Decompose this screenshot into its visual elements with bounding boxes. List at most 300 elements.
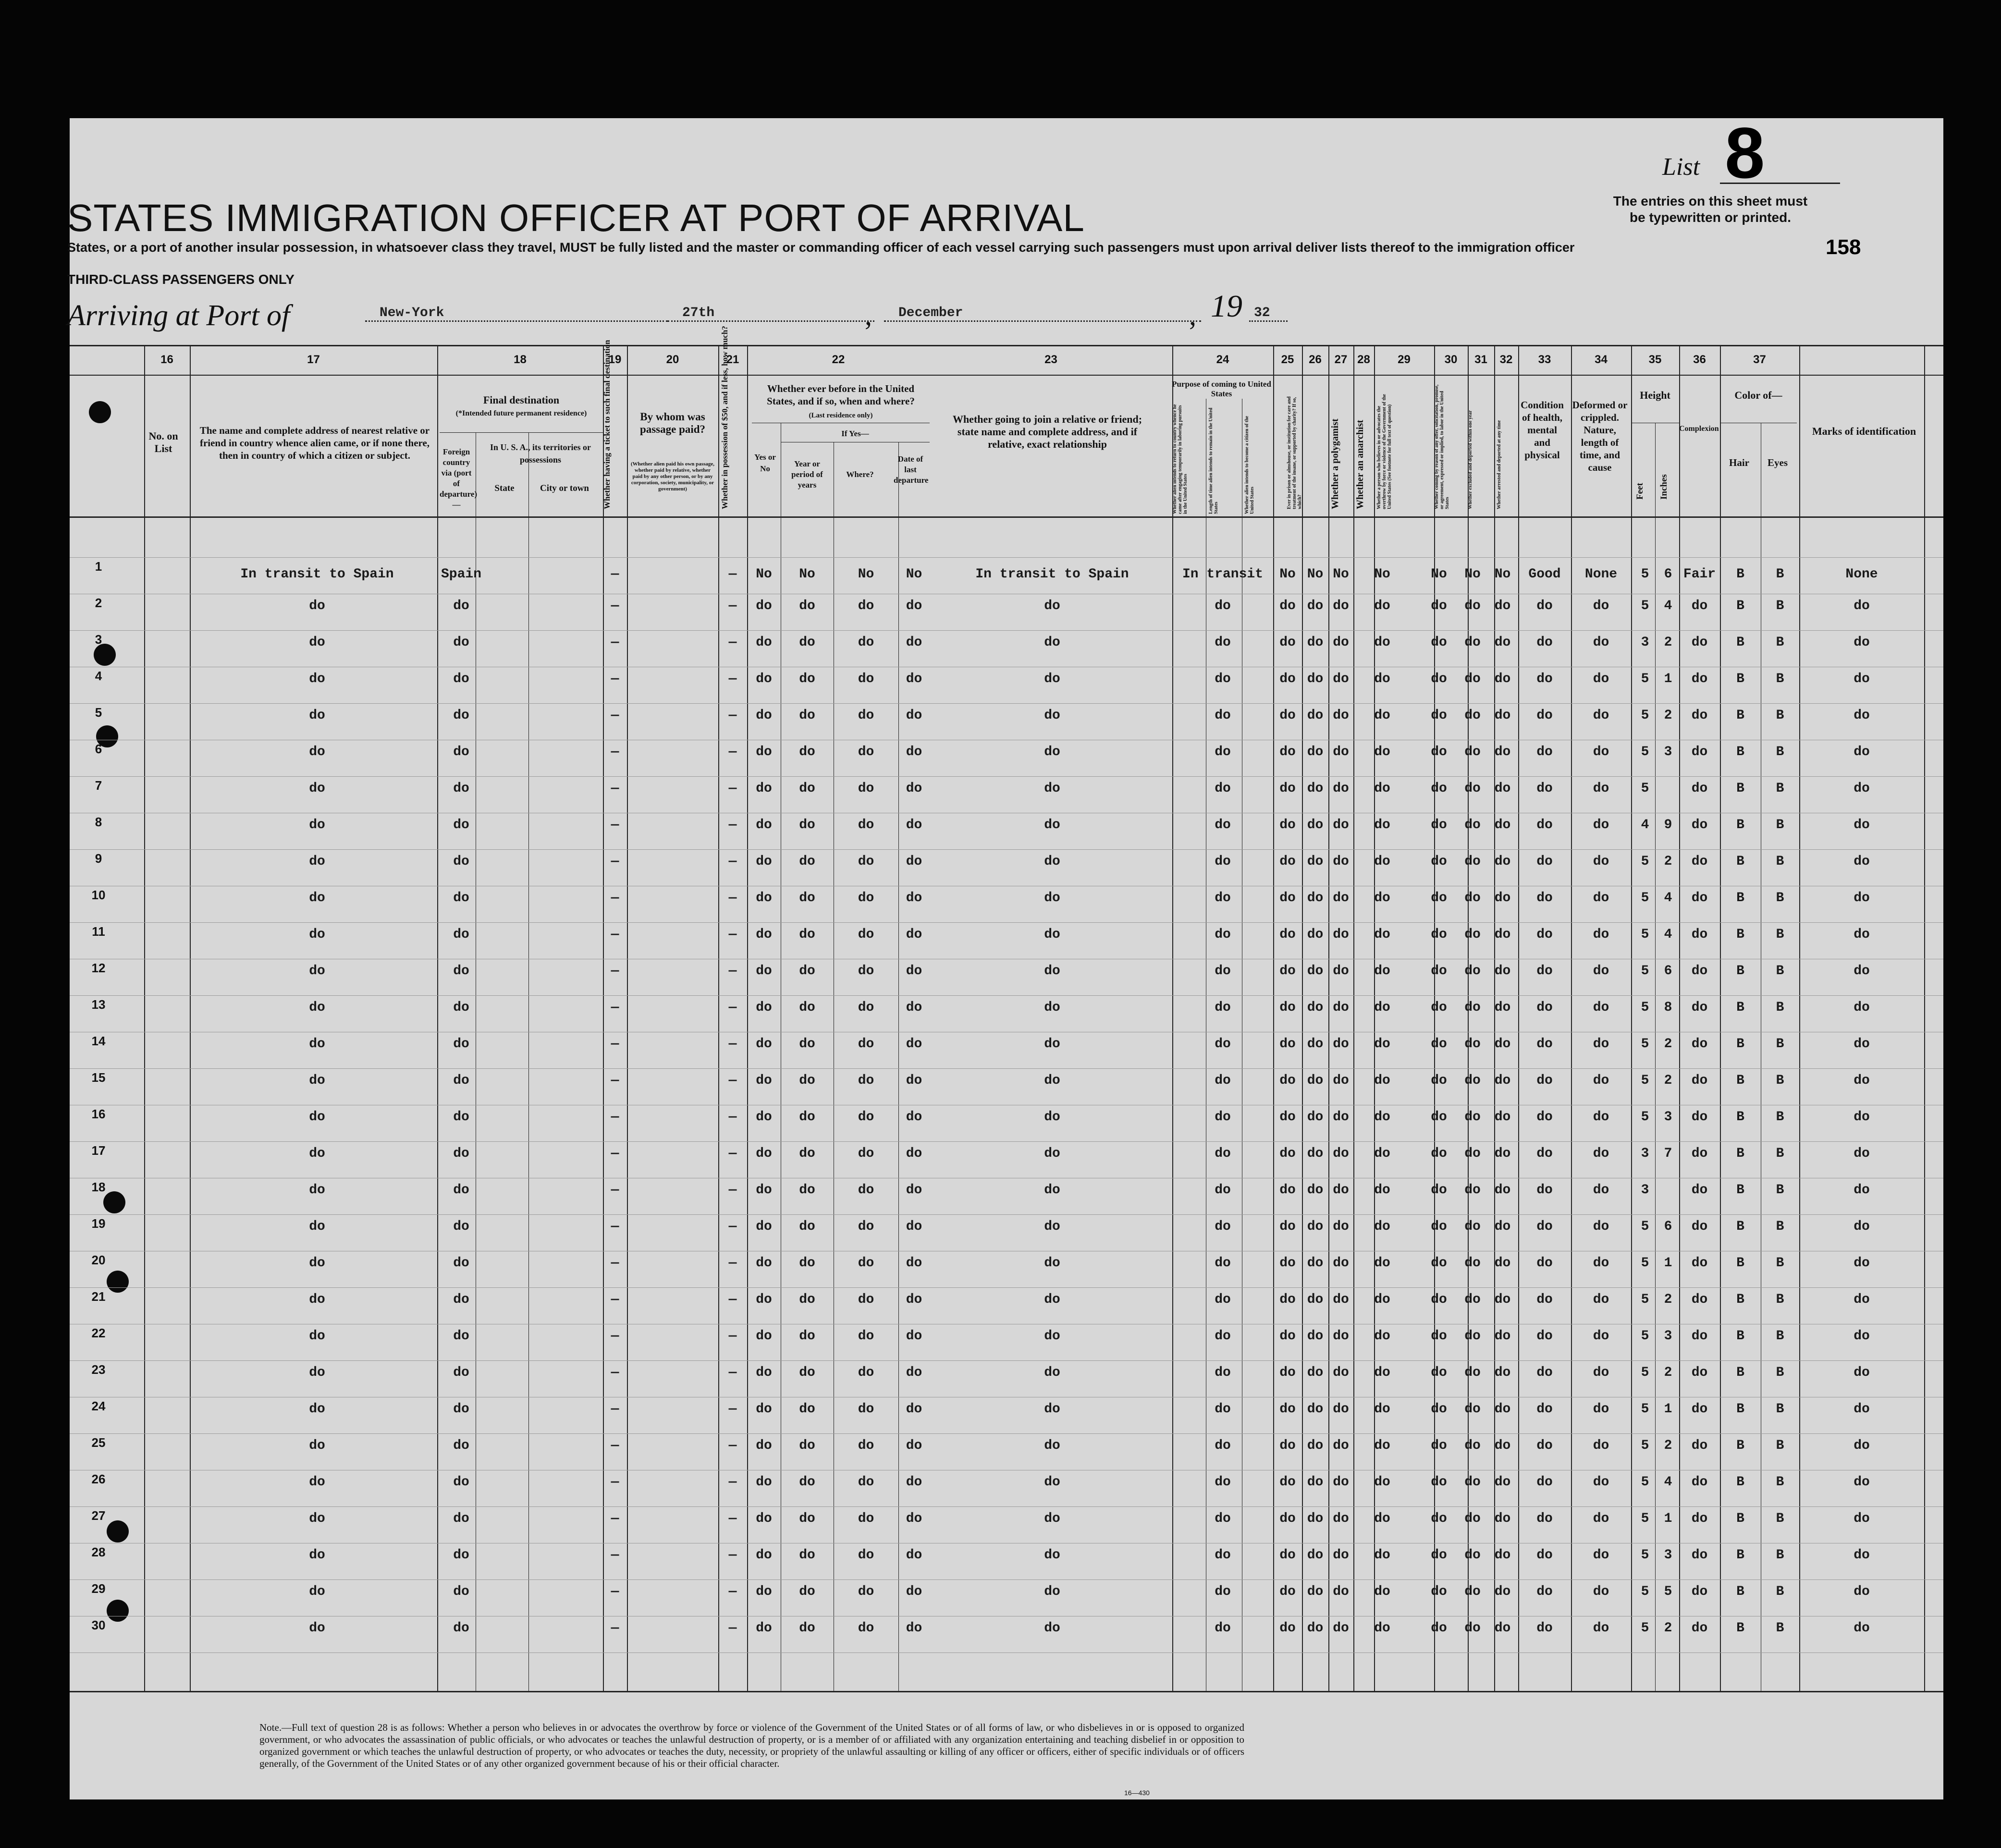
month-field <box>884 306 1201 322</box>
cell-foreign: do <box>453 1438 469 1453</box>
cell-date: do <box>906 927 922 942</box>
cell-deformed: do <box>1593 1438 1609 1453</box>
ruled-line <box>70 1433 1943 1434</box>
cell-yn: do <box>756 1073 772 1088</box>
year-field <box>1249 306 1288 322</box>
punch-hole-icon <box>89 401 111 423</box>
cell-q28: do <box>1374 1256 1390 1271</box>
header-inches: Inches <box>1659 474 1669 500</box>
column-number: 36 <box>1693 353 1706 366</box>
cell-hair: B <box>1736 1438 1744 1453</box>
cell-purpose: do <box>1215 891 1231 906</box>
cell-foreign: do <box>453 1329 469 1344</box>
cell-q27: do <box>1333 1183 1349 1198</box>
cell-ticket: — <box>611 1037 619 1052</box>
row-number: 10 <box>91 888 106 902</box>
cell-q26: do <box>1307 964 1324 979</box>
cell-foreign: do <box>453 1219 469 1234</box>
cell-q31: do <box>1494 745 1511 759</box>
ruled-line <box>70 1287 1943 1288</box>
cell-date: do <box>906 1511 922 1526</box>
cell-q27: do <box>1333 781 1349 796</box>
cell-q31: do <box>1494 1329 1511 1344</box>
cell-q25: do <box>1279 1219 1296 1234</box>
cell-q29: do <box>1431 599 1447 613</box>
port-value: New-York <box>380 306 444 320</box>
cell-marks: do <box>1854 599 1870 613</box>
cell-marks: do <box>1854 1000 1870 1015</box>
cell-join: do <box>1044 1256 1060 1271</box>
cell-inches: 3 <box>1664 1548 1672 1563</box>
cell-cash: — <box>728 1110 737 1125</box>
cell-q29: do <box>1431 1219 1447 1234</box>
row-number: 29 <box>91 1581 106 1596</box>
cell-purpose: do <box>1215 1219 1231 1234</box>
cell-q28: do <box>1374 927 1390 942</box>
cell-where: do <box>858 745 874 759</box>
column-number: 22 <box>832 353 845 366</box>
cell-q28: do <box>1374 1548 1390 1563</box>
cell-purpose: do <box>1215 1183 1231 1198</box>
cell-q31: do <box>1494 927 1511 942</box>
cell-purpose: do <box>1215 672 1231 686</box>
cell-health: do <box>1536 1183 1553 1198</box>
cell-health: do <box>1536 891 1553 906</box>
cell-relative: do <box>309 1073 325 1088</box>
cell-marks: do <box>1854 745 1870 759</box>
cell-foreign: do <box>453 599 469 613</box>
cell-q31: do <box>1494 1183 1511 1198</box>
cell-inches: 1 <box>1664 672 1672 686</box>
cell-q31: do <box>1494 708 1511 723</box>
cell-feet: 5 <box>1641 1621 1649 1636</box>
cell-marks: do <box>1854 1438 1870 1453</box>
ruled-line <box>70 1579 1943 1580</box>
cell-foreign: do <box>453 1110 469 1125</box>
cell-q25: do <box>1279 1292 1296 1307</box>
cell-date: do <box>906 1438 922 1453</box>
cell-relative: do <box>309 1584 325 1599</box>
cell-hair: B <box>1736 1511 1744 1526</box>
header-feet: Feet <box>1635 483 1645 500</box>
cell-where: do <box>858 1110 874 1125</box>
cell-yn: do <box>756 1146 772 1161</box>
cell-date: do <box>906 745 922 759</box>
cell-relative: do <box>309 1475 325 1490</box>
cell-q28: do <box>1374 672 1390 686</box>
cell-foreign: do <box>453 1402 469 1417</box>
cell-health: do <box>1536 927 1553 942</box>
cell-purpose: do <box>1215 1365 1231 1380</box>
cell-where: do <box>858 1073 874 1088</box>
ruled-line <box>70 630 1943 631</box>
cell-date: do <box>906 1329 922 1344</box>
cell-hair: B <box>1736 1402 1744 1417</box>
cell-ticket: — <box>611 781 619 796</box>
cell-foreign: do <box>453 854 469 869</box>
cell-eyes: B <box>1776 1511 1784 1526</box>
cell-date: do <box>906 1584 922 1599</box>
cell-year: do <box>799 1365 815 1380</box>
table-bottom-border <box>70 1691 1943 1692</box>
header-passage-paid: By whom was passage paid? <box>639 411 706 435</box>
cell-eyes: B <box>1776 1219 1784 1234</box>
page-title: STATES IMMIGRATION OFFICER AT PORT OF ARRIVAL <box>67 196 1085 239</box>
cell-date: do <box>906 708 922 723</box>
column-number: 35 <box>1648 353 1662 366</box>
cell-relative: do <box>309 927 325 942</box>
cell-q30: do <box>1464 1037 1481 1052</box>
cell-q31: do <box>1494 599 1511 613</box>
cell-eyes: B <box>1776 1365 1784 1380</box>
cell-where: No <box>858 567 874 582</box>
cell-feet: 5 <box>1641 1438 1649 1453</box>
cell-purpose: do <box>1215 1146 1231 1161</box>
cell-deformed: do <box>1593 672 1609 686</box>
cell-foreign: do <box>453 1511 469 1526</box>
cell-q31: do <box>1494 1219 1511 1234</box>
cell-q26: do <box>1307 1438 1324 1453</box>
cell-feet: 5 <box>1641 599 1649 613</box>
cell-q29: do <box>1431 964 1447 979</box>
cell-cash: — <box>728 1438 737 1453</box>
cell-purpose: do <box>1215 635 1231 650</box>
cell-yn: do <box>756 1256 772 1271</box>
cell-feet: 5 <box>1641 1365 1649 1380</box>
cell-foreign: do <box>453 818 469 832</box>
cell-q26: do <box>1307 1621 1324 1636</box>
cell-cash: — <box>728 1511 737 1526</box>
cell-q31: do <box>1494 1110 1511 1125</box>
cell-relative: do <box>309 745 325 759</box>
cell-deformed: do <box>1593 818 1609 832</box>
cell-date: do <box>906 854 922 869</box>
cell-q27: do <box>1333 1402 1349 1417</box>
cell-q29: do <box>1431 1475 1447 1490</box>
cell-feet: 5 <box>1641 854 1649 869</box>
cell-q28: do <box>1374 1584 1390 1599</box>
cell-relative: do <box>309 599 325 613</box>
cell-feet: 5 <box>1641 1000 1649 1015</box>
cell-eyes: B <box>1776 1146 1784 1161</box>
cell-relative: do <box>309 1438 325 1453</box>
colnum-border <box>70 375 1943 376</box>
cell-q30: do <box>1464 1548 1481 1563</box>
cell-cash: — <box>728 1146 737 1161</box>
cell-marks: do <box>1854 964 1870 979</box>
cell-q30: do <box>1464 1475 1481 1490</box>
cell-cash: — <box>728 1621 737 1636</box>
cell-deformed: do <box>1593 1511 1609 1526</box>
cell-ticket: — <box>611 1183 619 1198</box>
cell-date: do <box>906 1621 922 1636</box>
cell-eyes: B <box>1776 672 1784 686</box>
cell-q26: do <box>1307 781 1324 796</box>
cell-hair: B <box>1736 1475 1744 1490</box>
cell-relative: do <box>309 891 325 906</box>
cell-q29: do <box>1431 1548 1447 1563</box>
row-number: 19 <box>91 1216 106 1231</box>
cell-q26: do <box>1307 708 1324 723</box>
cell-purpose: do <box>1215 927 1231 942</box>
cell-yn: do <box>756 1621 772 1636</box>
cell-hair: B <box>1736 1073 1744 1088</box>
cell-inches: 6 <box>1664 567 1672 582</box>
cell-q29: do <box>1431 1438 1447 1453</box>
punch-hole-icon <box>107 1520 129 1542</box>
ruled-line <box>70 776 1943 777</box>
cell-join: do <box>1044 1365 1060 1380</box>
cell-q25: do <box>1279 781 1296 796</box>
cell-q29: do <box>1431 1000 1447 1015</box>
cell-eyes: B <box>1776 1584 1784 1599</box>
cell-feet: 5 <box>1641 708 1649 723</box>
cell-cash: — <box>728 781 737 796</box>
cell-cash: — <box>728 1402 737 1417</box>
cell-inches: 3 <box>1664 1329 1672 1344</box>
cell-date: do <box>906 1183 922 1198</box>
column-number: 37 <box>1753 353 1766 366</box>
cell-eyes: B <box>1776 599 1784 613</box>
cell-marks: do <box>1854 1511 1870 1526</box>
arriving-label: Arriving at Port of <box>67 299 290 332</box>
cell-deformed: do <box>1593 1110 1609 1125</box>
cell-marks: do <box>1854 1584 1870 1599</box>
cell-q29: do <box>1431 927 1447 942</box>
cell-ticket: — <box>611 1110 619 1125</box>
cell-year: do <box>799 1000 815 1015</box>
row-number: 17 <box>91 1143 106 1158</box>
cell-year: do <box>799 1438 815 1453</box>
cell-foreign: do <box>453 1000 469 1015</box>
cell-q30: do <box>1464 1621 1481 1636</box>
cell-yn: do <box>756 1292 772 1307</box>
cell-relative: do <box>309 1183 325 1198</box>
cell-where: do <box>858 1037 874 1052</box>
cell-feet: 5 <box>1641 1037 1649 1052</box>
cell-foreign: do <box>453 927 469 942</box>
cell-q31: do <box>1494 1073 1511 1088</box>
header-purpose-return: Whether alien intends to return to country whence he came after engaging temporarily in laboring pursuits in the United States <box>1172 404 1188 514</box>
cell-foreign: Spain <box>441 567 481 582</box>
cell-hair: B <box>1736 1256 1744 1271</box>
cell-q29: do <box>1431 1621 1447 1636</box>
cell-date: do <box>906 891 922 906</box>
cell-q28: do <box>1374 1146 1390 1161</box>
cell-deformed: do <box>1593 708 1609 723</box>
cell-complexion: do <box>1691 1146 1708 1161</box>
cell-ticket: — <box>611 1365 619 1380</box>
header-purpose-length: Length of time alien intends to remain in the United States <box>1208 407 1219 514</box>
cell-where: do <box>858 1146 874 1161</box>
cell-q31: do <box>1494 891 1511 906</box>
cell-q31: do <box>1494 854 1511 869</box>
cell-foreign: do <box>453 745 469 759</box>
cell-ticket: — <box>611 1292 619 1307</box>
cell-complexion: do <box>1691 854 1708 869</box>
cell-inches: 1 <box>1664 1402 1672 1417</box>
cell-date: do <box>906 1548 922 1563</box>
cell-complexion: do <box>1691 818 1708 832</box>
cell-q27: do <box>1333 891 1349 906</box>
cell-q28: do <box>1374 1511 1390 1526</box>
cell-ticket: — <box>611 1402 619 1417</box>
column-number: 25 <box>1281 353 1294 366</box>
cell-where: do <box>858 964 874 979</box>
cell-yn: do <box>756 927 772 942</box>
cell-marks: do <box>1854 1146 1870 1161</box>
cell-q31: do <box>1494 1621 1511 1636</box>
row-number: 7 <box>95 778 102 793</box>
cell-yn: do <box>756 1219 772 1234</box>
cell-ticket: — <box>611 1146 619 1161</box>
header-ever-before-sub: (Last residence only) <box>809 412 873 419</box>
cell-date: do <box>906 1402 922 1417</box>
header-deformed: Deformed or crippled. Nature, length of time, and cause <box>1572 399 1628 473</box>
cell-hair: B <box>1736 708 1744 723</box>
cell-yn: do <box>756 1110 772 1125</box>
class-line: THIRD-CLASS PASSENGERS ONLY <box>67 272 295 287</box>
row-number: 18 <box>91 1180 106 1194</box>
cell-inches: 6 <box>1664 1219 1672 1234</box>
cell-year: do <box>799 854 815 869</box>
cell-q31: do <box>1494 1548 1511 1563</box>
cell-complexion: do <box>1691 1584 1708 1599</box>
cell-ticket: — <box>611 1256 619 1271</box>
cell-q29: do <box>1431 1292 1447 1307</box>
cell-q26: do <box>1307 1475 1324 1490</box>
column-number: 17 <box>307 353 320 366</box>
cell-q26: do <box>1307 1402 1324 1417</box>
row-number: 30 <box>91 1618 106 1632</box>
header-health: Condition of health, mental and physical <box>1521 399 1564 461</box>
cell-eyes: B <box>1776 1000 1784 1015</box>
cell-yn: do <box>756 1475 772 1490</box>
cell-marks: do <box>1854 1183 1870 1198</box>
cell-complexion: do <box>1691 1402 1708 1417</box>
cell-q25: do <box>1279 1438 1296 1453</box>
cell-year: do <box>799 1511 815 1526</box>
cell-deformed: do <box>1593 927 1609 942</box>
cell-marks: do <box>1854 1110 1870 1125</box>
header-marks: Marks of identification <box>1812 425 1916 437</box>
cell-year: do <box>799 964 815 979</box>
cell-q31: do <box>1494 672 1511 686</box>
cell-ticket: — <box>611 708 619 723</box>
cell-year: do <box>799 1329 815 1344</box>
cell-q25: do <box>1279 1621 1296 1636</box>
column-number: 18 <box>514 353 527 366</box>
cell-q29: do <box>1431 1402 1447 1417</box>
cell-inches: 1 <box>1664 1256 1672 1271</box>
cell-hair: B <box>1736 567 1744 582</box>
cell-feet: 5 <box>1641 1548 1649 1563</box>
cell-relative: do <box>309 1219 325 1234</box>
column-number: 19 <box>608 353 622 366</box>
cell-purpose: do <box>1215 1000 1231 1015</box>
cell-inches: 2 <box>1664 1365 1672 1380</box>
cell-inches: 2 <box>1664 1621 1672 1636</box>
cell-inches: 4 <box>1664 599 1672 613</box>
cell-hair: B <box>1736 1110 1744 1125</box>
cell-q28: do <box>1374 1329 1390 1344</box>
port-field <box>365 306 668 322</box>
cell-q25: do <box>1279 1037 1296 1052</box>
cell-q27: do <box>1333 635 1349 650</box>
cell-deformed: do <box>1593 745 1609 759</box>
cell-health: do <box>1536 1365 1553 1380</box>
header-no-on-list: No. on List <box>148 430 178 454</box>
cell-join: do <box>1044 672 1060 686</box>
header-hair: Hair <box>1729 457 1749 468</box>
cell-cash: — <box>728 1256 737 1271</box>
cell-q26: do <box>1307 1000 1324 1015</box>
cell-q30: do <box>1464 1110 1481 1125</box>
cell-deformed: do <box>1593 891 1609 906</box>
cell-q27: do <box>1333 672 1349 686</box>
cell-feet: 5 <box>1641 1292 1649 1307</box>
cell-q25: do <box>1279 964 1296 979</box>
cell-year: do <box>799 818 815 832</box>
cell-q25: do <box>1279 854 1296 869</box>
cell-q26: do <box>1307 672 1324 686</box>
cell-q30: do <box>1464 891 1481 906</box>
cell-q30: do <box>1464 927 1481 942</box>
cell-inches: 4 <box>1664 1475 1672 1490</box>
row-number: 20 <box>91 1253 106 1267</box>
cell-yn: do <box>756 1329 772 1344</box>
cell-join: do <box>1044 818 1060 832</box>
ruled-line <box>70 922 1943 923</box>
row-number: 28 <box>91 1545 106 1559</box>
cell-q27: do <box>1333 708 1349 723</box>
cell-q28: do <box>1374 1365 1390 1380</box>
cell-yn: do <box>756 708 772 723</box>
cell-yn: No <box>756 567 772 582</box>
cell-deformed: do <box>1593 1475 1609 1490</box>
cell-where: do <box>858 818 874 832</box>
cell-purpose: do <box>1215 1621 1231 1636</box>
cell-deformed: do <box>1593 635 1609 650</box>
cell-foreign: do <box>453 635 469 650</box>
cell-foreign: do <box>453 1146 469 1161</box>
cell-q28: do <box>1374 1438 1390 1453</box>
cell-feet: 5 <box>1641 927 1649 942</box>
cell-q26: do <box>1307 1073 1324 1088</box>
cell-where: do <box>858 1329 874 1344</box>
cell-date: do <box>906 1073 922 1088</box>
header-yes-no: Yes or No <box>754 453 776 473</box>
cell-inches: 5 <box>1664 1584 1672 1599</box>
cell-eyes: B <box>1776 1110 1784 1125</box>
cell-yn: do <box>756 1548 772 1563</box>
year-value: 32 <box>1254 306 1270 320</box>
cell-yn: do <box>756 854 772 869</box>
header-passage-paid-sub: (Whether alien paid his own passage, whether paid by relative, whether paid by any other person, or by any corporation, society, municipality, or government) <box>631 461 714 492</box>
cell-deformed: do <box>1593 1292 1609 1307</box>
cell-eyes: B <box>1776 635 1784 650</box>
cell-where: do <box>858 1183 874 1198</box>
cell-eyes: B <box>1776 818 1784 832</box>
cell-where: do <box>858 1292 874 1307</box>
cell-marks: do <box>1854 1475 1870 1490</box>
cell-cash: — <box>728 927 737 942</box>
cell-eyes: B <box>1776 745 1784 759</box>
cell-feet: 5 <box>1641 781 1649 796</box>
column-number: 24 <box>1216 353 1229 366</box>
cell-inches: 3 <box>1664 745 1672 759</box>
cell-q31: do <box>1494 1475 1511 1490</box>
